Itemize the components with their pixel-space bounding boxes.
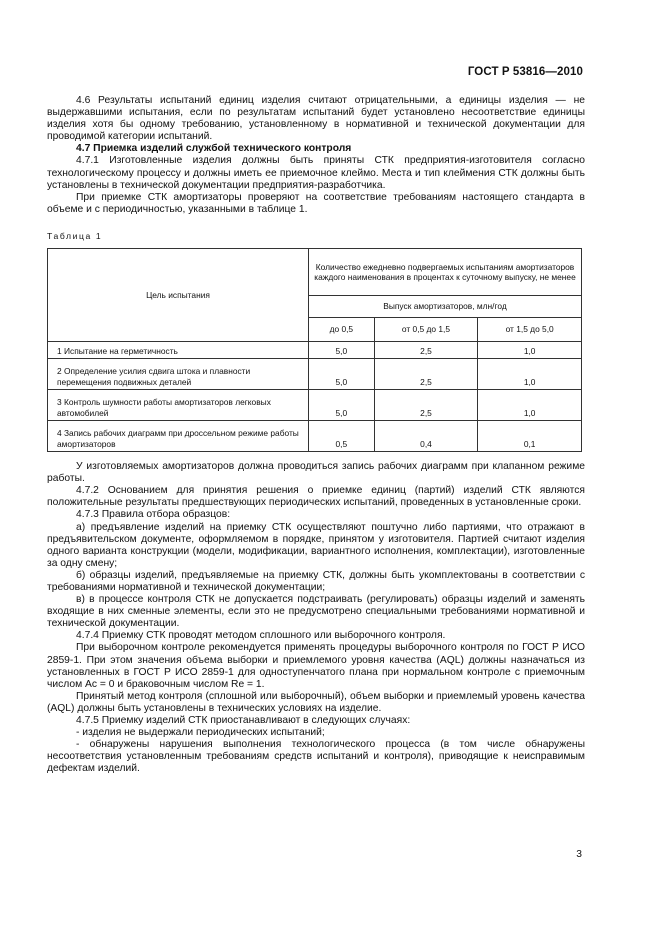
test-name-cell: 4 Запись рабочих диаграмм при дроссельном режиме работы амортизаторов (48, 421, 309, 452)
value-cell: 5,0 (309, 359, 375, 390)
value-cell: 2,5 (374, 359, 478, 390)
column-header: от 1,5 до 5,0 (478, 318, 582, 342)
paragraph-4-7-4-continued: При выборочном контроле рекомендуется применять процедуры выборочного контроля по ГОСТ Р ИСО 2859-1. При этом значения объема выборки и приемлемого уровня качества (AQL) должны назначаться из установленных в ГОСТ Р ИСО 2859-1 для одноступенчатого плана при нормальном контроле с приемочным числом Ас = 0 и браковочным числом Re = 1. (47, 642, 585, 690)
output-header-cell: Выпуск амортизаторов, млн/год (309, 296, 582, 318)
inspection-table (47, 248, 582, 452)
paragraph-4-7-3: 4.7.3 Правила отбора образцов: (76, 509, 231, 521)
test-name-cell: 1 Испытание на герметичность (48, 342, 309, 359)
paragraph-4-6: 4.6 Результаты испытаний единиц изделия считают отрицательными, а единицы изделия — не выдержавшими испытания, если по результатам испытаний будет установлено несоответствие единицы изделия хотя бы одному требованию, установленному в нормативной и технической документации для проводимой категории испытаний. (47, 95, 585, 143)
value-cell: 1,0 (478, 342, 582, 359)
goal-header-cell: Цель испытания (48, 249, 309, 342)
section-4-7-title: 4.7 Приемка изделий службой технического контроля (76, 143, 352, 155)
value-cell: 5,0 (309, 342, 375, 359)
value-cell: 1,0 (478, 359, 582, 390)
paragraph-4-7-1: 4.7.1 Изготовленные изделия должны быть приняты СТК предприятия-изготовителя согласно технологическому процессу и должны иметь ее приемочное клеймо. Места и тип клеймения СТК должны быть установлены в технической документации предприятия-разработчика. (47, 155, 585, 191)
list-item-b: б) образцы изделий, предъявляемые на приемку СТК, должны быть укомплектованы в соответствии с требованиями нормативной и технической документации; (47, 569, 585, 593)
value-cell: 1,0 (478, 390, 582, 421)
value-cell: 5,0 (309, 390, 375, 421)
table-row (48, 359, 582, 390)
value-cell: 0,4 (374, 421, 478, 452)
table-row (48, 421, 582, 452)
value-cell: 2,5 (374, 342, 478, 359)
dash-item: - изделия не выдержали периодических испытаний; (76, 727, 325, 739)
list-item-a: а) предъявление изделий на приемку СТК осуществляют поштучно либо партиями, что отражают в предъявительском документе, оформляемом в порядке, принятом у изготовителя. Партией считают изделия одного варианта конструкции (модели, модификации, вариантного исполнения, комплектации), изготовленные за одну смену; (47, 521, 585, 569)
column-header: до 0,5 (309, 318, 375, 342)
page-body (47, 95, 585, 775)
value-cell: 0,5 (309, 421, 375, 452)
value-cell: 0,1 (478, 421, 582, 452)
value-cell: 2,5 (374, 390, 478, 421)
paragraph-4-7-5: 4.7.5 Приемку изделий СТК приостанавливают в следующих случаях: (76, 715, 411, 726)
column-header: от 0,5 до 1,5 (374, 318, 478, 342)
paragraph-4-7-4-method: Принятый метод контроля (сплошной или выборочный), объем выборки и приемлемый уровень качества (AQL) должны быть установлены в технических условиях на изделие. (47, 690, 585, 714)
paragraph-4-7-2: 4.7.2 Основанием для принятия решения о приемке единиц (партий) изделий СТК являются положительные результаты предшествующих периодических испытаний, проведенных в установленные сроки. (47, 485, 585, 509)
test-name-cell: 2 Определение усилия сдвига штока и плавности перемещения подвижных деталей (48, 359, 309, 390)
paragraph-4-7-4: 4.7.4 Приемку СТК проводят методом сплошного или выборочного контроля. (76, 630, 446, 642)
table-row (48, 390, 582, 421)
quantity-header-cell: Количество ежедневно подвергаемых испытаниям амортизаторов каждого наименования в процентах к суточному выпуску, не менее (309, 249, 582, 296)
dash-item: - обнаружены нарушения выполнения технологического процесса (в том числе обнаружены несоответствия установленным требованиям средств испытаний и контроля), приводящие к неисправимым дефектам изделий. (47, 739, 585, 775)
table-caption: Таблица 1 (47, 230, 103, 241)
document-code-header: ГОСТ Р 53816—2010 (467, 66, 583, 78)
paragraph-4-7-1-continued: При приемке СТК амортизаторы проверяют на соответствие требованиям настоящего стандарта в объеме и с периодичностью, указанными в таблице 1. (47, 191, 585, 215)
table-row (48, 342, 582, 359)
paragraph-after-table: У изготовляемых амортизаторов должна проводиться запись рабочих диаграмм при клапанном режиме работы. (47, 461, 585, 485)
test-name-cell: 3 Контроль шумности работы амортизаторов легковых автомобилей (48, 390, 309, 421)
list-item-c: в) в процессе контроля СТК не допускается подстраивать (регулировать) образцы изделий и заменять входящие в них сменные элементы, если это не предусмотрено специальными требованиями нормативной и технической документации. (47, 594, 585, 630)
page-number: 3 (576, 849, 582, 860)
